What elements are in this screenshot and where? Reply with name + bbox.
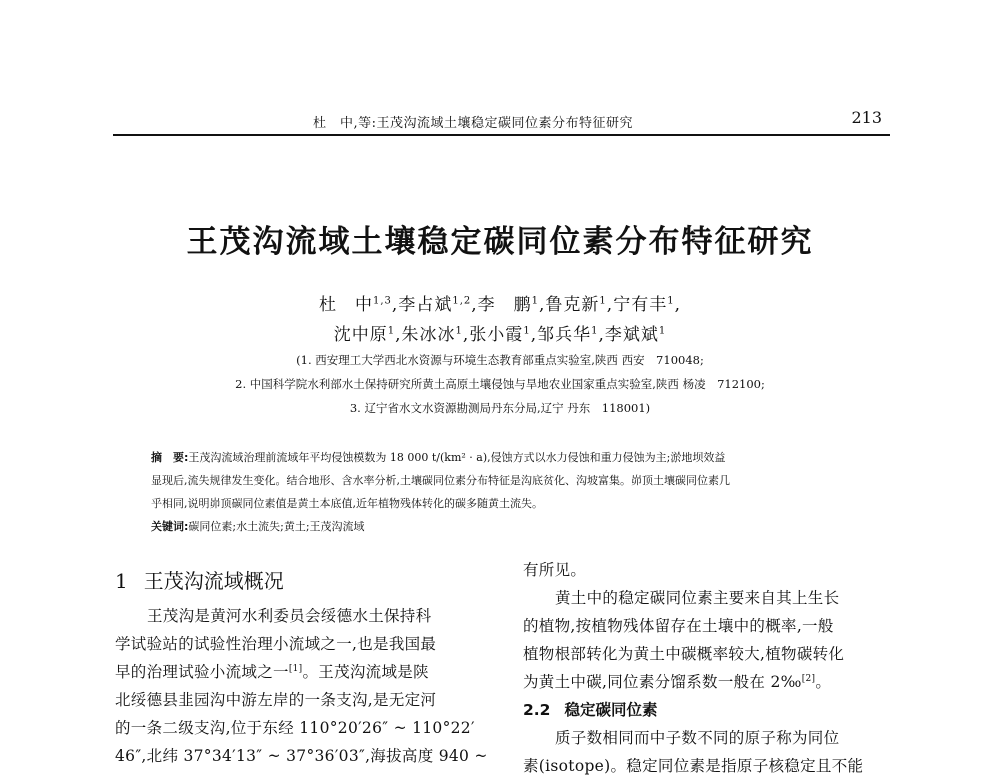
right-top-line-0 (523, 556, 893, 584)
right-body-text-bottom (523, 724, 893, 780)
l2-author-affil-0: 1 (387, 325, 396, 337)
l1-author-2: 李 鹏 (477, 295, 532, 315)
abstract-line-3: 乎相同,说明峁顶碳同位素值是黄土本底值,近年植物残体转化的碳多随黄土流失。 (151, 497, 543, 510)
running-head (113, 108, 890, 136)
l2-author-2: 张小霞 (469, 325, 524, 345)
l1-author-4: 宁有丰 (613, 295, 668, 315)
author-separator: , (598, 325, 605, 345)
l2-author-3: 邹兵华 (537, 325, 592, 345)
right-top-line-2 (523, 612, 893, 640)
right-bottom-line-1 (523, 752, 893, 780)
author-separator: , (606, 295, 614, 315)
abstract-text-1: 王茂沟流域治理前流域年平均侵蚀模数为 18 000 t/(km² · a),侵蚀方式以水力侵蚀和重力侵蚀为主;淤地坝效益 (188, 451, 726, 464)
abstract (151, 446, 871, 538)
author-separator: , (391, 295, 399, 315)
line-text: 植物根部转化为黄土中碳概率较大,植物碳转化 (523, 645, 845, 663)
running-head-title: 杜 中,等:王茂沟流域土壤稳定碳同位素分布特征研究 (313, 116, 634, 131)
line-text: 素(isotope)。稳定同位素是指原子核稳定且不能 (523, 757, 864, 775)
subsection-title: 稳定碳同位素 (564, 701, 658, 719)
l1-author-0: 杜 中 (319, 295, 374, 315)
left-line-2 (115, 658, 492, 686)
l1-author-affil-4: 1 (667, 295, 675, 307)
section-title: 王茂沟流域概况 (143, 569, 284, 593)
left-line-3 (115, 686, 492, 714)
right-top-line-4 (523, 668, 893, 696)
line-text: 的植物,按植物残体留存在土壤中的概率,一般 (523, 617, 834, 635)
l1-author-1: 李占斌 (398, 295, 453, 315)
paper-title: 王茂沟流域土壤稳定碳同位素分布特征研究 (186, 224, 814, 260)
line-text-after: 。王茂沟流域是陕 (302, 663, 429, 681)
affiliation-1: (1. 西安理工大学西北水资源与环境生态教育部重点实验室,陕西 西安 710048; (296, 353, 704, 367)
left-column (115, 566, 492, 770)
right-body-text-top (523, 556, 893, 696)
l2-author-affil-4: 1 (658, 325, 667, 337)
affiliation-2: 2. 中国科学院水利部水土保持研究所黄土高原土壤侵蚀与旱地农业国家重点实验室,陕西 杨凌 712100; (235, 377, 765, 391)
line-text: 为黄土中碳,同位素分馏系数一般在 2‰ (523, 673, 802, 691)
l2-author-affil-3: 1 (591, 325, 599, 337)
left-line-0 (115, 602, 492, 630)
author-separator: , (530, 325, 538, 345)
line-text: 的一条二级支沟,位于东经 110°20′26″ ~ 110°22′ (115, 719, 475, 737)
author-separator: , (395, 325, 402, 345)
line-text-after: 。 (815, 673, 832, 691)
author-line-1 (150, 290, 850, 315)
right-top-line-1 (523, 584, 893, 612)
abstract-label: 摘 要: (151, 451, 189, 464)
l1-author-affil-0: 1,3 (373, 295, 392, 307)
abstract-line-2: 显现后,流失规律发生变化。结合地形、含水率分析,土壤碳同位素分布特征是沟底贫化、沟坡富集。峁顶土壤碳同位素几 (151, 474, 730, 487)
header-rule (113, 134, 890, 136)
line-text: 学试验站的试验性治理小流域之一,也是我国最 (115, 635, 437, 653)
line-text: 王茂沟是黄河水利委员会绥德水土保持科 (147, 607, 432, 625)
l1-author-affil-2: 1 (531, 295, 540, 307)
left-line-5 (115, 742, 492, 770)
citation-ref: [2] (801, 673, 816, 684)
affiliation-3: 3. 辽宁省水文水资源勘测局丹东分局,辽宁 丹东 118001) (349, 401, 651, 415)
keywords-label: 关键词: (151, 520, 189, 533)
l2-author-4: 李斌斌 (604, 325, 659, 345)
abstract-line-1 (151, 446, 871, 469)
author-separator: , (471, 295, 478, 315)
l1-author-affil-1: 1,2 (452, 295, 472, 307)
author-separator: , (462, 325, 470, 345)
page-number: 213 (851, 108, 882, 127)
line-text: 质子数相同而中子数不同的原子称为同位 (555, 729, 840, 747)
left-line-1 (115, 630, 492, 658)
author-separator: , (674, 295, 681, 315)
citation-ref: [1] (288, 663, 303, 674)
right-bottom-line-0 (523, 724, 893, 752)
subsection-heading-2-2 (523, 696, 893, 724)
line-text: 黄土中的稳定碳同位素主要来自其上生长 (555, 589, 840, 607)
keywords-line (151, 515, 871, 538)
left-line-4 (115, 714, 492, 742)
l2-author-1: 朱冰冰 (401, 325, 456, 345)
keywords: 碳同位素;水土流失;黄土;王茂沟流域 (188, 520, 365, 533)
left-body-text (115, 602, 492, 770)
line-text: 早的治理试验小流域之一 (115, 663, 289, 681)
l2-author-affil-2: 1 (523, 325, 531, 337)
l1-author-affil-3: 1 (599, 295, 607, 307)
l2-author-0: 沈中原 (333, 325, 388, 345)
section-number: 1 (115, 569, 128, 593)
subsection-number: 2.2 (523, 701, 551, 719)
author-separator: , (539, 295, 546, 315)
line-text: 北绥德县韭园沟中游左岸的一条支沟,是无定河 (115, 691, 437, 709)
line-text: 46″,北纬 37°34′13″ ~ 37°36′03″,海拔高度 940 ~ (115, 747, 488, 765)
right-column (523, 556, 893, 780)
l2-author-affil-1: 1 (455, 325, 463, 337)
right-top-line-3 (523, 640, 893, 668)
line-text: 有所见。 (523, 561, 587, 579)
section-heading-1 (115, 566, 492, 596)
l1-author-3: 鲁克新 (545, 295, 600, 315)
author-line-2 (150, 320, 850, 345)
